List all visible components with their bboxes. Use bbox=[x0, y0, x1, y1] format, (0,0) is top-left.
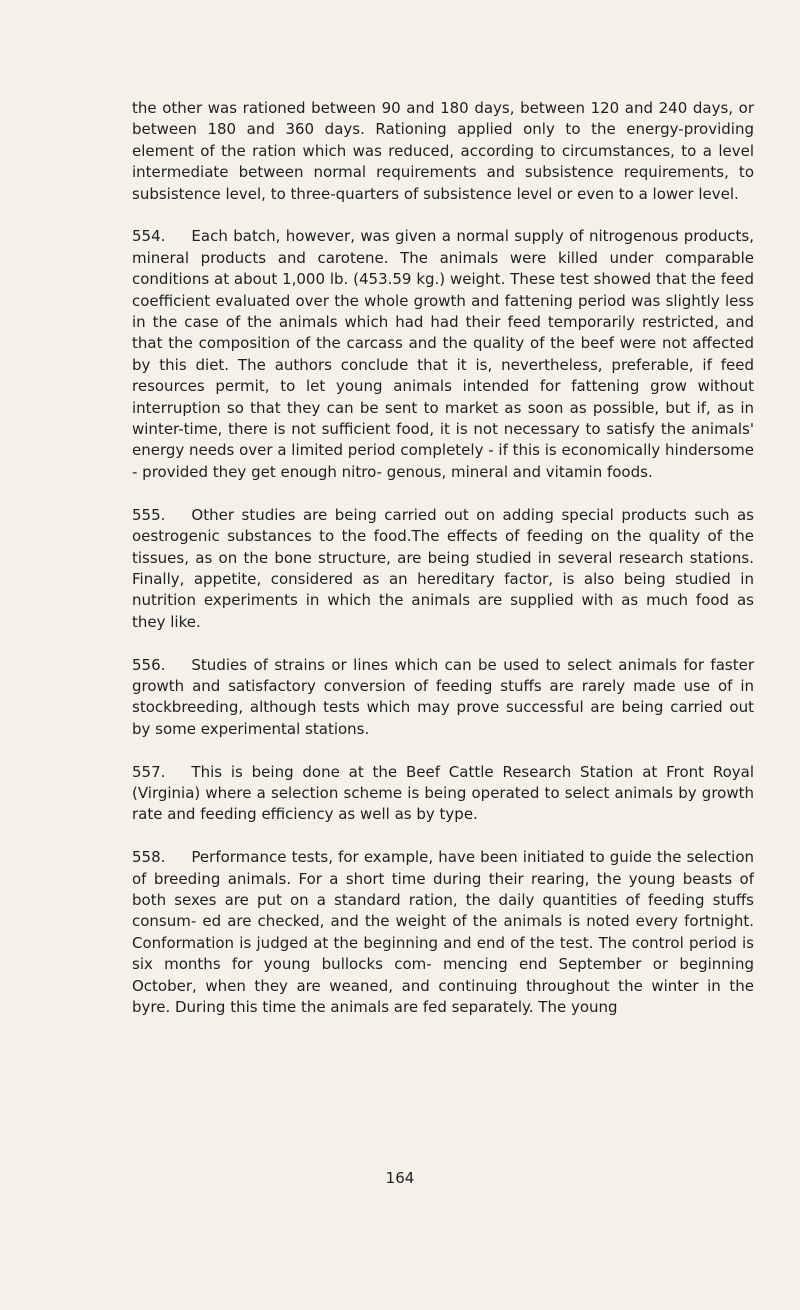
page-number: 164 bbox=[385, 1169, 415, 1187]
paragraph-557 bbox=[132, 762, 754, 826]
paragraph-text: the other was rationed between 90 and 180 days, between 120 and 240 days, or between 180 and 360 days. Rationing applied only to the energy-providing element of the ration which was reduced, according to circumstances, to a level intermediate between normal requirements and subsistence requirements, to subsistence level, to three-quarters of subsistence level or even to a lower level. bbox=[132, 99, 754, 203]
paragraph-558 bbox=[132, 847, 754, 1018]
paragraph-text: Each batch, however, was given a normal supply of nitrogenous products, mineral products and carotene. The animals were killed under comparable conditions at about 1,000 lb. (453.59 kg.) weight. These test showed that the feed coefficient evaluated over the whole growth and fattening period was slightly less in the case of the animals which had had their feed temporarily restricted, and that the composition of the carcass and the quality of the beef were not affected by this diet. The authors conclude that it is, nevertheless, preferable, if feed resources permit, to let young animals intended for fattening grow without interruption so that they can be sent to market as soon as possible, but if, as in winter-time, there is not sufficient food, it is not necessary to satisfy the animals' energy needs over a limited period completely - if this is economically hindersome - provided they get enough nitro- genous, mineral and vitamin foods. bbox=[132, 227, 754, 481]
paragraph-554 bbox=[132, 226, 754, 483]
paragraph-text: This is being done at the Beef Cattle Research Station at Front Royal (Virginia) where a selection scheme is being operated to select animals by growth rate and feeding efficiency as well as by type. bbox=[132, 762, 754, 824]
paragraph-number: 556. bbox=[132, 655, 166, 674]
paragraph-text: Studies of strains or lines which can be used to select animals for faster growth and satisfactory conversion of feeding stuffs are rarely made use of in stockbreeding, although tests which may prove successful are being carried out by some experimental stations. bbox=[132, 655, 754, 738]
paragraph-555 bbox=[132, 505, 754, 633]
paragraph-text: Other studies are being carried out on adding special products such as oestrogenic substances to the food.The effects of feeding on the quality of the tissues, as on the bone structure, are being studied in several research stations. Finally, appetite, considered as an hereditary factor, is also being studied in nutrition experiments in which the animals are supplied with as much food as they like. bbox=[132, 505, 754, 631]
paragraph-number: 557. bbox=[132, 762, 166, 781]
paragraph-number: 554. bbox=[132, 227, 166, 246]
paragraph-number: 555. bbox=[132, 505, 166, 524]
body-text bbox=[132, 98, 754, 1040]
paragraph-continuation bbox=[132, 98, 754, 205]
paragraph-556 bbox=[132, 655, 754, 741]
paragraph-text: Performance tests, for example, have been initiated to guide the selection of breeding animals. For a short time during their rearing, the young beasts of both sexes are put on a standard ration, the daily quantities of feeding stuffs consum- ed are checked, and the weight of the animals is noted every fortnight. Conformation is judged at the beginning and end of the test. The control period is six months for young bullocks com- mencing end September or beginning October, when they are weaned, and continuing throughout the winter in the byre. During this time the animals are fed separately. The young bbox=[132, 848, 754, 1016]
paragraph-number: 558. bbox=[132, 848, 166, 867]
